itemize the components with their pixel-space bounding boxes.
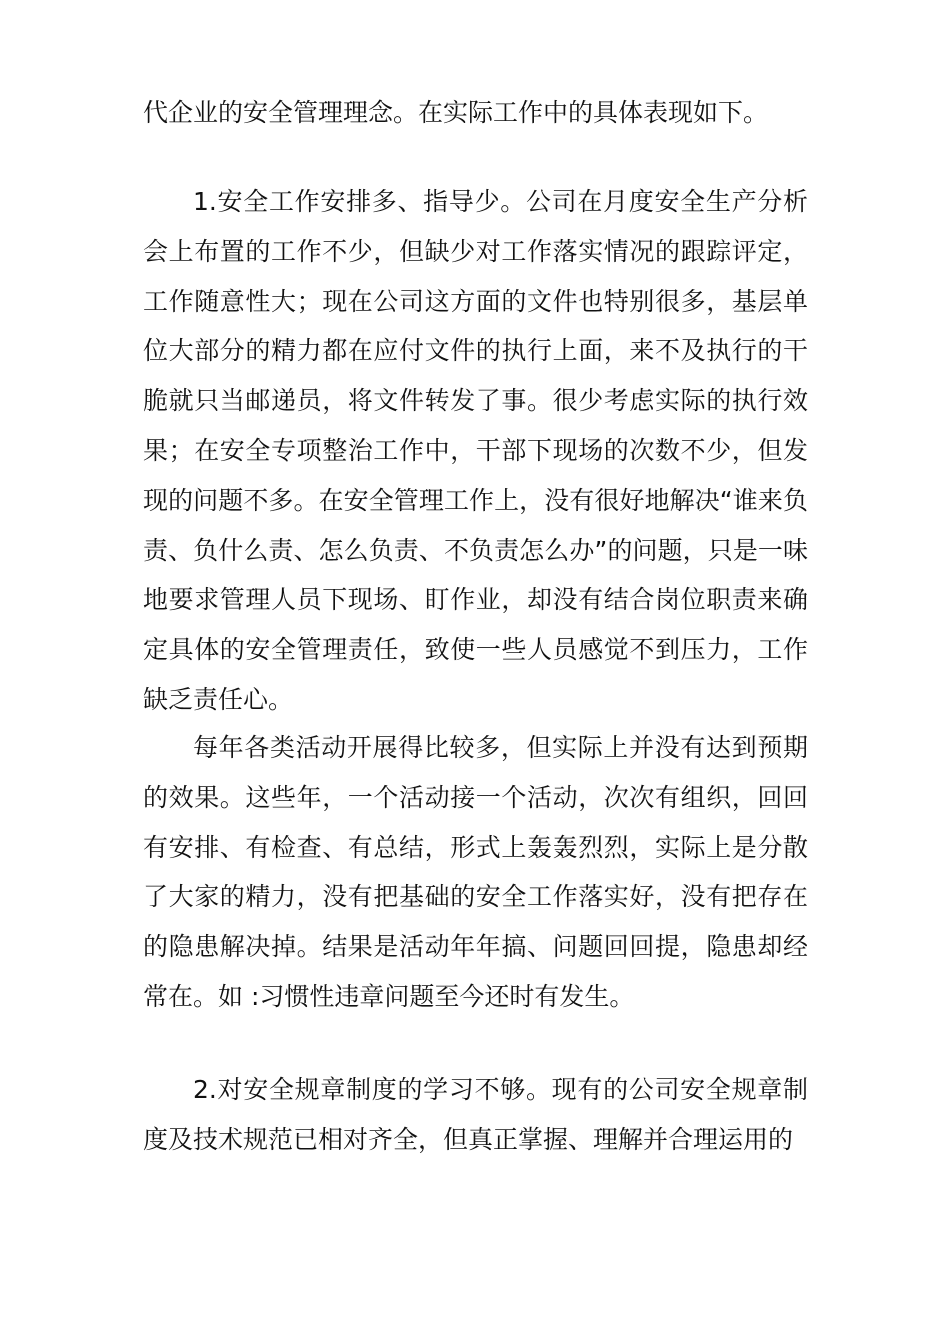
paragraph-activities: 每年各类活动开展得比较多，但实际上并没有达到预期的效果。这些年，一个活动接一个活动，次次有组织，回回有安排、有检查、有总结，形式上轰轰烈烈，实际上是分散了大家的精力，没有把基础的安全工作落实好，没有把存在的隐患解决掉。结果是活动年年搞、问题回回提，隐患却经常在。如 :习惯性违章问题至今还时有发生。	[143, 733, 808, 1011]
paragraph-item-2: 2.对安全规章制度的学习不够。现有的公司安全规章制度及技术规范已相对齐全，但真正掌握、理解并合理运用的	[143, 1075, 808, 1154]
paragraph-item-1: 1.安全工作安排多、指导少。公司在月度安全生产分析会上布置的工作不少，但缺少对工作落实情况的跟踪评定，工作随意性大；现在公司这方面的文件也特别很多，基层单位大部分的精力都在应付文件的执行上面，来不及执行的干脆就只当邮递员，将文件转发了事。很少考虑实际的执行效果；在安全专项整治工作中，干部下现场的次数不少，但发现的问题不多。在安全管理工作上，没有很好地解决“谁来负责、负什么责、怎么负责、不负责怎么办”的问题，只是一味地要求管理人员下现场、盯作业，却没有结合岗位职责来确定具体的安全管理责任，致使一些人员感觉不到压力，工作缺乏责任心。	[143, 187, 808, 714]
paragraph-continuation: 代企业的安全管理理念。在实际工作中的具体表现如下。	[143, 98, 769, 127]
